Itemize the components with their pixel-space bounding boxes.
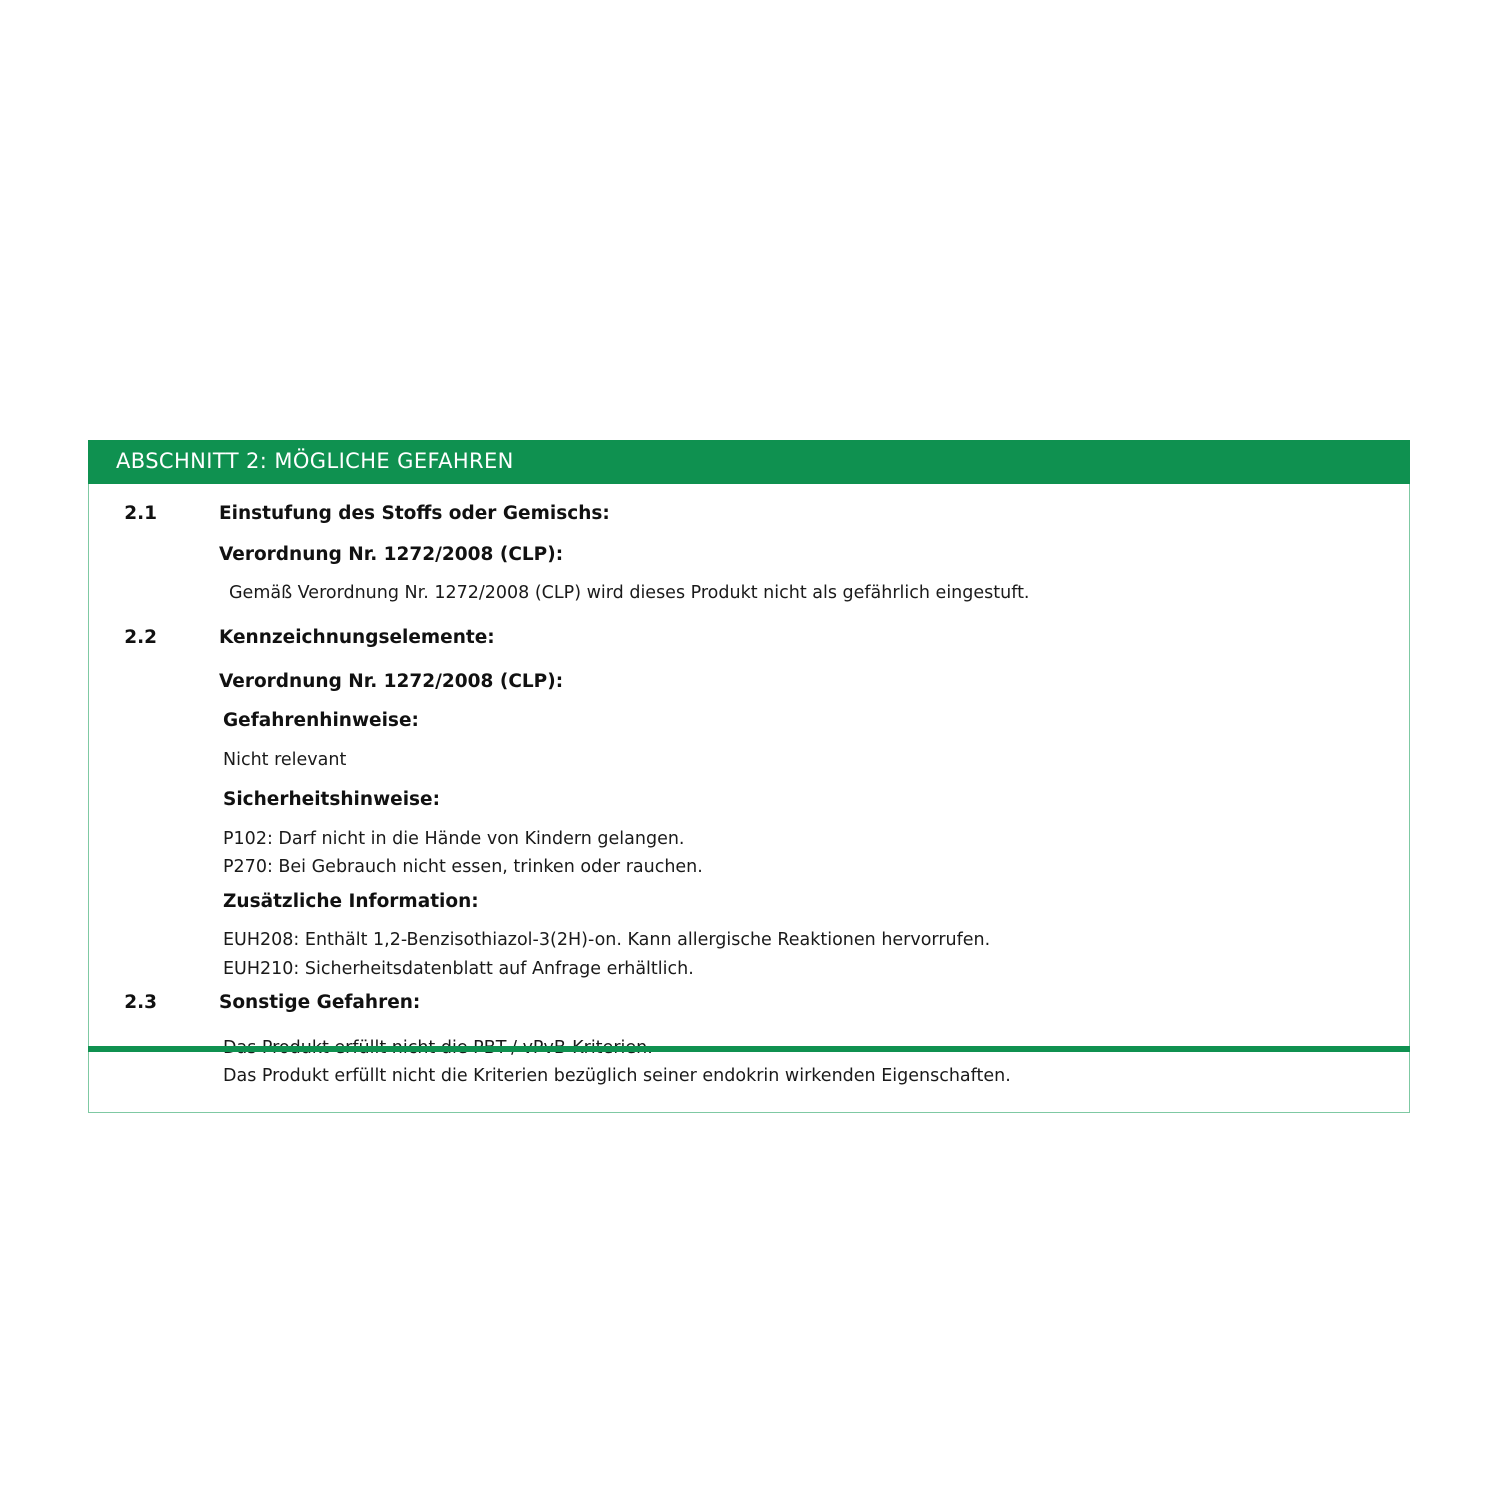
regulation-heading-2-1: Verordnung Nr. 1272/2008 (CLP): [219,543,564,565]
section-content [88,484,1410,1113]
precautionary-statements-line: P270: Bei Gebrauch nicht essen, trinken oder rauchen. [223,857,703,878]
other-hazards-line: Das Produkt erfüllt nicht die Kriterien bezüglich seiner endokrin wirkenden Eigenschaften. [223,1065,1011,1086]
subsection-title: Einstufung des Stoffs oder Gemischs: [219,503,610,525]
additional-information-line: EUH208: Enthält 1,2-Benzisothiazol-3(2H)-on. Kann allergische Reaktionen hervorrufen. [223,930,991,951]
subsection-title: Kennzeichnungselemente: [219,626,495,648]
precautionary-statements-line: P102: Darf nicht in die Hände von Kindern gelangen. [223,828,685,849]
additional-information-heading: Zusätzliche Information: [223,890,479,912]
subsection-number: 2.2 [124,626,157,648]
additional-information-line: EUH210: Sicherheitsdatenblatt auf Anfrage erhältlich. [223,958,694,979]
classification-text: Gemäß Verordnung Nr. 1272/2008 (CLP) wird dieses Produkt nicht als gefährlich eingestuft. [229,583,1030,604]
safety-data-sheet-section [88,440,1410,1113]
subsection-2-2 [89,624,1409,653]
subsection-2-1 [89,500,1409,529]
section-title-bar: ABSCHNITT 2: MÖGLICHE GEFAHREN [88,440,1410,484]
subsection-number: 2.3 [124,991,157,1013]
regulation-heading-2-2: Verordnung Nr. 1272/2008 (CLP): [219,671,564,693]
subsection-2-3 [89,989,1409,1018]
subsection-title: Sonstige Gefahren: [219,991,421,1013]
footer-divider [88,1046,1410,1052]
precautionary-statements-heading: Sicherheitshinweise: [223,789,441,811]
hazard-statements-line: Nicht relevant [223,749,347,770]
subsection-number: 2.1 [124,503,157,525]
hazard-statements-heading: Gefahrenhinweise: [223,710,419,732]
